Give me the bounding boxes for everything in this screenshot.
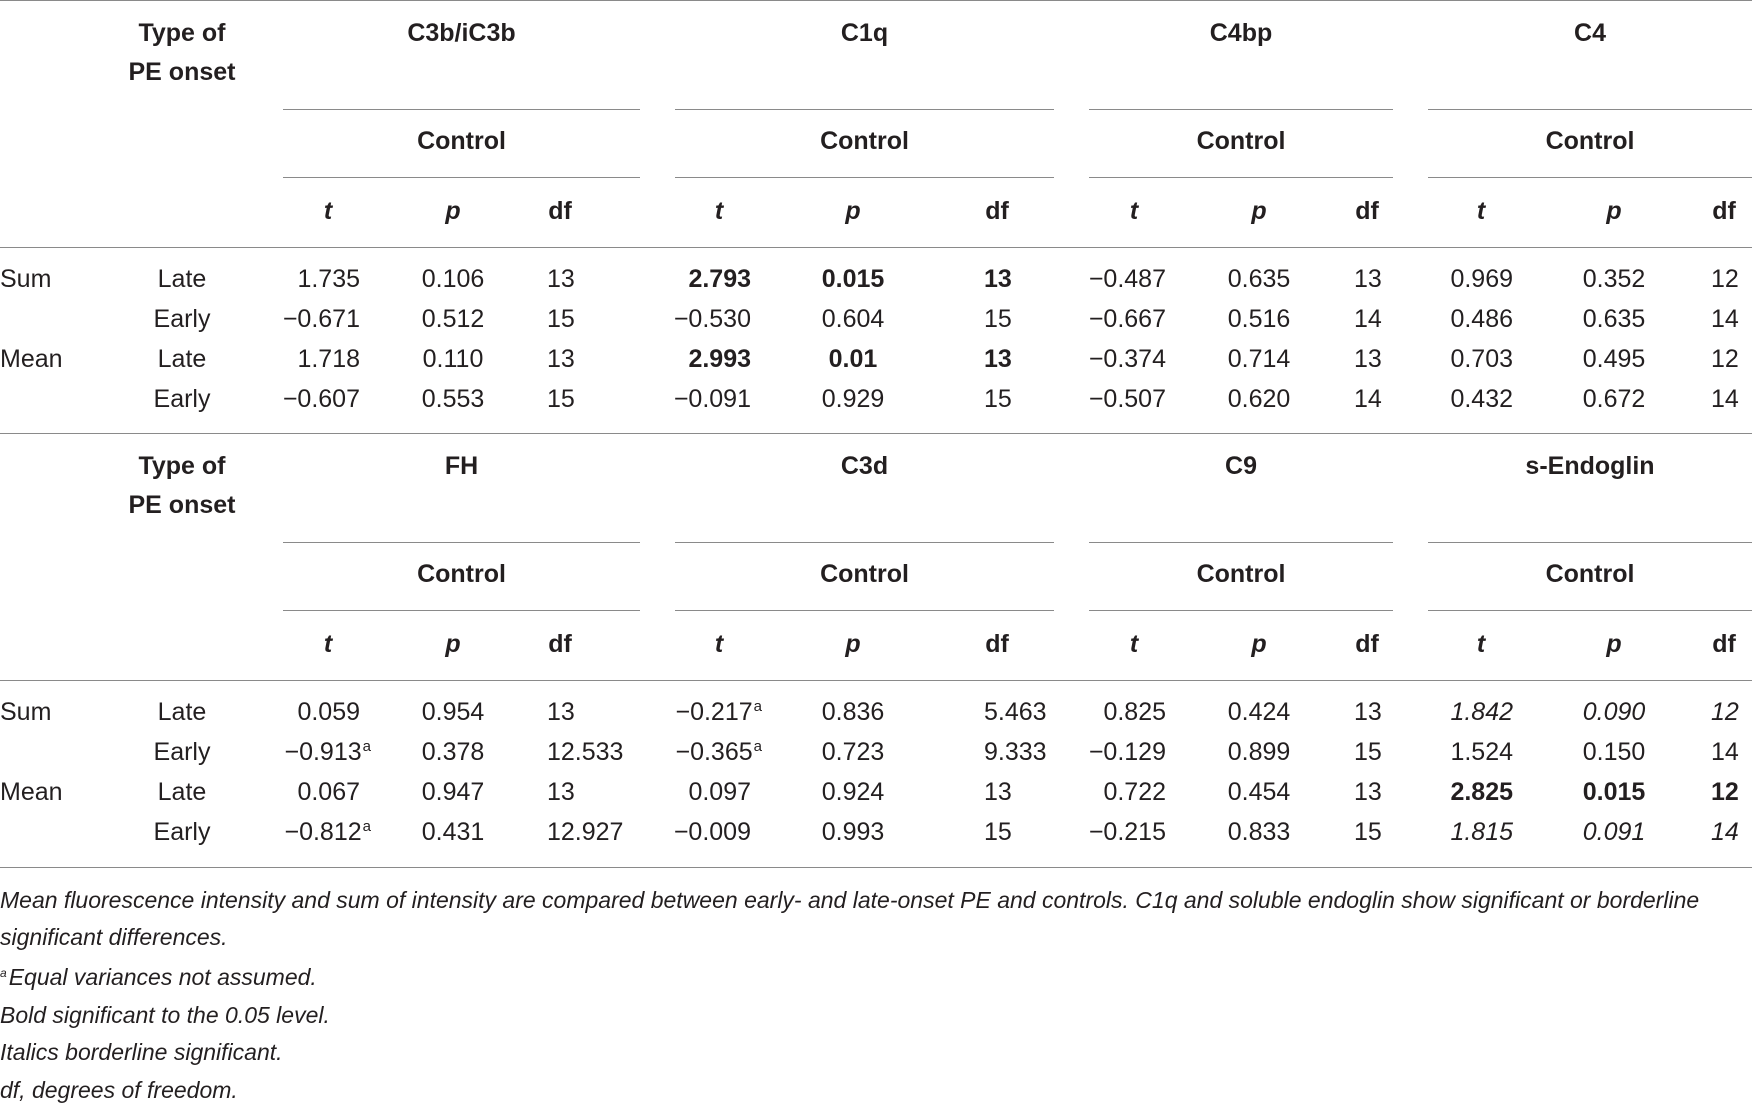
cell-t-value	[1089, 344, 1166, 374]
col-header-p: p	[1606, 197, 1622, 225]
cell-t-value	[283, 384, 360, 414]
control-group-label: Control	[417, 560, 506, 588]
cell-t-value	[674, 817, 751, 847]
col-header-t: t	[714, 197, 724, 225]
cell-df-value: 13	[547, 778, 575, 806]
cell-t-value	[688, 264, 751, 294]
group-rule	[1428, 542, 1752, 543]
control-group-label: Control	[1196, 560, 1286, 588]
cell-df-value: 14	[1354, 305, 1382, 333]
cell-df-value: 9.333	[984, 738, 1047, 766]
t-value-text: −0.812	[284, 818, 362, 846]
cell-t-value	[297, 344, 360, 374]
control-group-label: Control	[1545, 560, 1635, 588]
control-group-label: Control	[820, 127, 909, 155]
marker-header: C1q	[840, 19, 889, 47]
cell-t-value	[688, 777, 751, 807]
cell-p-value: 0.512	[421, 305, 485, 333]
cell-df-value: 13	[547, 698, 575, 726]
cell-p-value: 0.424	[1227, 698, 1291, 726]
cell-df-value: 15	[984, 818, 1012, 846]
marker-header: C3d	[840, 452, 889, 480]
cell-df-value: 5.463	[984, 698, 1047, 726]
type-of-onset-header: Type of	[138, 19, 226, 47]
footnote-a-superscript: a	[362, 738, 371, 755]
cell-df-value: 14	[1711, 305, 1739, 333]
col-header-p: p	[445, 197, 461, 225]
cell-p-value: 0.091	[1582, 818, 1646, 846]
row-measure-label: Mean	[0, 778, 63, 806]
cell-p-value: 0.672	[1582, 385, 1646, 413]
col-header-p: p	[445, 630, 461, 658]
cell-p-value: 0.954	[421, 698, 485, 726]
row-onset-label: Early	[153, 305, 211, 333]
cell-df-value: 13	[984, 778, 1012, 806]
t-value-text: −0.671	[282, 305, 360, 333]
cell-df-value: 15	[1354, 738, 1382, 766]
t-value-text: −0.215	[1088, 818, 1166, 846]
cell-t-value	[1450, 264, 1513, 294]
cell-t-value	[1103, 697, 1166, 727]
control-group-label: Control	[1196, 127, 1286, 155]
col-header-t: t	[1129, 197, 1139, 225]
t-value-text: 1.842	[1450, 698, 1513, 726]
cell-df-value: 12	[1711, 698, 1739, 726]
cell-p-value: 0.723	[821, 738, 885, 766]
t-value-text: 2.793	[688, 265, 751, 293]
cell-p-value: 0.553	[421, 385, 485, 413]
panel-header-rule	[0, 680, 1752, 681]
t-value-text: 0.722	[1103, 778, 1166, 806]
cell-df-value: 13	[1354, 265, 1382, 293]
footnote-a-superscript: a	[362, 818, 371, 835]
col-header-t: t	[323, 197, 333, 225]
col-header-p: p	[1251, 630, 1267, 658]
cell-t-value	[1089, 384, 1166, 414]
cell-p-value: 0.150	[1582, 738, 1646, 766]
cell-df-value: 15	[1354, 818, 1382, 846]
cell-t-value	[674, 384, 751, 414]
marker-header: C9	[1225, 452, 1257, 480]
cell-df-value: 12	[1711, 345, 1739, 373]
group-rule	[283, 109, 640, 110]
cell-t-value	[297, 777, 360, 807]
marker-header: s-Endoglin	[1525, 452, 1655, 480]
group-rule	[1428, 610, 1752, 611]
control-group-label: Control	[1545, 127, 1635, 155]
type-of-onset-header: PE onset	[128, 58, 236, 86]
t-value-text: 0.067	[297, 778, 360, 806]
cell-p-value: 0.015	[821, 265, 885, 293]
col-header-t: t	[1129, 630, 1139, 658]
col-header-df: df	[1355, 197, 1379, 225]
control-group-label: Control	[820, 560, 909, 588]
group-rule	[675, 542, 1054, 543]
t-value-text: 0.059	[297, 698, 360, 726]
row-onset-label: Late	[157, 345, 207, 373]
t-value-text: −0.365	[675, 738, 753, 766]
col-header-df: df	[1712, 630, 1736, 658]
t-value-text: 2.993	[688, 345, 751, 373]
cell-p-value: 0.993	[821, 818, 885, 846]
cell-p-value: 0.106	[421, 265, 485, 293]
cell-df-value: 13	[1354, 698, 1382, 726]
cell-df-value: 13	[547, 265, 575, 293]
t-value-text: −0.607	[282, 385, 360, 413]
cell-df-value: 14	[1354, 385, 1382, 413]
cell-t-value	[675, 737, 762, 767]
cell-df-value: 14	[1711, 818, 1739, 846]
cell-t-value	[1089, 304, 1166, 334]
cell-t-value	[1450, 384, 1513, 414]
col-header-t: t	[1476, 197, 1486, 225]
t-value-text: 2.825	[1450, 778, 1513, 806]
cell-t-value	[674, 304, 751, 334]
t-value-text: −0.913	[284, 738, 362, 766]
group-rule	[283, 610, 640, 611]
panel-top-rule	[0, 433, 1752, 434]
group-rule	[675, 109, 1054, 110]
group-rule	[1428, 177, 1752, 178]
cell-t-value	[1103, 777, 1166, 807]
t-value-text: −0.217	[675, 698, 753, 726]
t-value-text: 0.432	[1450, 385, 1513, 413]
marker-header: C3b/iC3b	[407, 19, 516, 47]
footnote-description-line1: Mean fluorescence intensity and sum of intensity are compared between early- and late-onset PE and controls. C1q and soluble endoglin show significant or borderline	[0, 887, 1700, 913]
cell-p-value: 0.015	[1582, 778, 1646, 806]
group-rule	[1089, 610, 1393, 611]
col-header-df: df	[1712, 197, 1736, 225]
marker-header: C4bp	[1209, 19, 1273, 47]
row-onset-label: Early	[153, 818, 211, 846]
cell-df-value: 12.533	[547, 738, 624, 766]
cell-p-value: 0.495	[1582, 345, 1646, 373]
row-onset-label: Late	[157, 265, 207, 293]
cell-p-value: 0.620	[1227, 385, 1291, 413]
t-value-text: 0.825	[1103, 698, 1166, 726]
cell-t-value	[1089, 264, 1166, 294]
t-value-text: 0.486	[1450, 305, 1513, 333]
footnote-equal-variances	[0, 959, 317, 996]
cell-p-value: 0.352	[1582, 265, 1646, 293]
t-value-text: 1.718	[297, 345, 360, 373]
t-value-text: 1.815	[1450, 818, 1513, 846]
cell-p-value: 0.516	[1227, 305, 1291, 333]
cell-p-value: 0.924	[821, 778, 885, 806]
table-bottom-rule	[0, 867, 1752, 868]
col-header-p: p	[1251, 197, 1267, 225]
cell-t-value	[284, 817, 371, 847]
cell-df-value: 15	[984, 385, 1012, 413]
group-rule	[675, 610, 1054, 611]
footnote-description	[0, 882, 1699, 956]
row-onset-label: Late	[157, 778, 207, 806]
row-onset-label: Early	[153, 385, 211, 413]
cell-df-value: 12.927	[547, 818, 624, 846]
row-onset-label: Early	[153, 738, 211, 766]
cell-df-value: 14	[1711, 738, 1739, 766]
cell-p-value: 0.899	[1227, 738, 1291, 766]
group-rule	[283, 542, 640, 543]
t-value-text: −0.667	[1088, 305, 1166, 333]
cell-p-value: 0.947	[421, 778, 485, 806]
cell-df-value: 12	[1711, 778, 1739, 806]
cell-df-value: 15	[984, 305, 1012, 333]
col-header-t: t	[714, 630, 724, 658]
cell-t-value	[283, 304, 360, 334]
cell-t-value	[1450, 304, 1513, 334]
cell-t-value	[1089, 737, 1166, 767]
col-header-df: df	[985, 197, 1009, 225]
cell-p-value: 0.454	[1227, 778, 1291, 806]
row-measure-label: Mean	[0, 345, 63, 373]
group-rule	[1089, 109, 1393, 110]
t-value-text: −0.091	[673, 385, 751, 413]
col-header-df: df	[548, 630, 572, 658]
type-of-onset-header: Type of	[138, 452, 226, 480]
group-rule	[283, 177, 640, 178]
cell-df-value: 13	[1354, 778, 1382, 806]
t-value-text: −0.487	[1088, 265, 1166, 293]
t-value-text: −0.507	[1088, 385, 1166, 413]
footnote-bold: Bold significant to the 0.05 level.	[0, 1002, 330, 1028]
cell-p-value: 0.090	[1582, 698, 1646, 726]
col-header-df: df	[985, 630, 1009, 658]
t-value-text: −0.530	[673, 305, 751, 333]
col-header-df: df	[1355, 630, 1379, 658]
cell-df-value: 15	[547, 385, 575, 413]
cell-t-value	[688, 344, 751, 374]
cell-p-value: 0.110	[422, 345, 484, 373]
cell-df-value: 15	[547, 305, 575, 333]
cell-df-value: 13	[547, 345, 575, 373]
col-header-p: p	[1606, 630, 1622, 658]
group-rule	[1089, 542, 1393, 543]
col-header-df: df	[548, 197, 572, 225]
footnote-df: df, degrees of freedom.	[0, 1077, 238, 1103]
col-header-t: t	[323, 630, 333, 658]
cell-p-value: 0.635	[1227, 265, 1291, 293]
t-value-text: −0.009	[673, 818, 751, 846]
cell-df-value: 14	[1711, 385, 1739, 413]
cell-p-value: 0.604	[821, 305, 885, 333]
row-onset-label: Late	[157, 698, 207, 726]
panel-header-rule	[0, 247, 1752, 248]
cell-t-value	[1450, 777, 1513, 807]
footnote-a-superscript: a	[753, 738, 762, 755]
marker-header: FH	[444, 452, 479, 480]
cell-p-value: 0.378	[421, 738, 485, 766]
row-measure-label: Sum	[0, 265, 52, 293]
marker-header: C4	[1574, 19, 1606, 47]
cell-p-value: 0.714	[1227, 345, 1291, 373]
group-rule	[1089, 177, 1393, 178]
cell-df-value: 13	[984, 345, 1012, 373]
panel-top-rule	[0, 0, 1752, 1]
row-measure-label: Sum	[0, 698, 52, 726]
col-header-t: t	[1476, 630, 1486, 658]
col-header-p: p	[845, 197, 861, 225]
footnote-italic: Italics borderline significant.	[0, 1039, 283, 1065]
cell-t-value	[1450, 344, 1513, 374]
t-value-text: 1.735	[297, 265, 360, 293]
footnote-a-superscript: a	[753, 698, 762, 715]
cell-p-value: 0.833	[1227, 818, 1291, 846]
cell-t-value	[297, 264, 360, 294]
cell-t-value	[284, 737, 371, 767]
t-value-text: 0.969	[1450, 265, 1513, 293]
cell-df-value: 12	[1711, 265, 1739, 293]
t-value-text: 0.097	[688, 778, 751, 806]
cell-p-value: 0.836	[821, 698, 885, 726]
t-value-text: 1.524	[1450, 738, 1513, 766]
cell-df-value: 13	[984, 265, 1012, 293]
cell-t-value	[297, 697, 360, 727]
cell-p-value: 0.01	[828, 345, 878, 373]
t-value-text: −0.374	[1088, 345, 1166, 373]
cell-p-value: 0.929	[821, 385, 885, 413]
cell-t-value	[1450, 697, 1513, 727]
footnote-description-line2: significant differences.	[0, 924, 228, 950]
type-of-onset-header: PE onset	[128, 491, 236, 519]
cell-p-value: 0.635	[1582, 305, 1646, 333]
col-header-p: p	[845, 630, 861, 658]
t-value-text: 0.703	[1450, 345, 1513, 373]
cell-p-value: 0.431	[421, 818, 485, 846]
control-group-label: Control	[417, 127, 506, 155]
cell-t-value	[1450, 817, 1513, 847]
group-rule	[675, 177, 1054, 178]
cell-df-value: 13	[1354, 345, 1382, 373]
footnote-a-text: Equal variances not assumed.	[8, 964, 317, 990]
footnote-a-marker: a	[0, 966, 7, 980]
cell-t-value	[1450, 737, 1513, 767]
cell-t-value	[675, 697, 762, 727]
t-value-text: −0.129	[1088, 738, 1166, 766]
cell-t-value	[1089, 817, 1166, 847]
group-rule	[1428, 109, 1752, 110]
